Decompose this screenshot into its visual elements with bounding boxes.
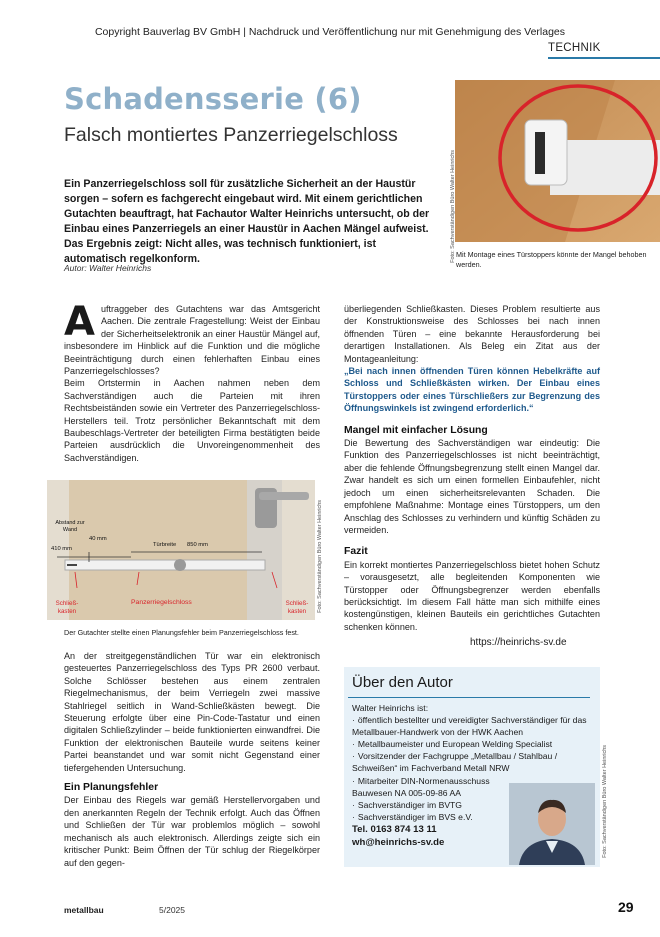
label-schliesskasten-left: Schließ-kasten [55, 600, 79, 615]
subhead-mangel: Mangel mit einfacher Lösung [344, 424, 488, 436]
dropcap: A [64, 299, 95, 345]
author-portrait [509, 783, 595, 865]
author-line: Autor: Walter Heinrichs [64, 263, 152, 273]
paragraph-fazit: Ein korrekt montiertes Panzerriegelschloss bietet hohen Schutz – vorausgesetzt, alle begleitenden Komponenten wie Türstopper oder Öffnungsbegrenzer werden ebenfalls berücksichtigt. Im diesem Fall hätte man sich mithilfe eines kostengünstigen, kleinen Bauteils ein gerichtliches Gutachten schenken können. [344, 559, 600, 632]
paragraph-schliesskasten: überliegenden Schließkasten. Dieses Problem resultierte aus der Konstruktionsweise des Schlosses bei nach innen öffnenden Türen – eine bekannte Herausforderung bei derartigen Installationen. Als Beleg ein Zitat aus der Montageanleitung: [344, 304, 600, 364]
door-lock-photo [47, 480, 315, 620]
paragraph-intro: uftraggeber des Gutachtens war das Amtsgericht Aachen. Die zentrale Fragestellung: Weist der Einbau der Sicherheitselektronik an einer Haustür Mängel auf, insbesondere im Hinblick auf die Funktion und die mögliche Beeinträchtigung durch einen fehlerhaften Einbau eines Panzerriegelschlosses? [64, 304, 320, 377]
section-label: TECHNIK [548, 42, 601, 54]
photo-credit-portrait: Foto: Sachverständigen Büro Walter Heinrichs [602, 745, 608, 858]
credential-item: · öffentlich bestellter und vereidigter Sachverständiger für das Metallbauer-Handwerk von der HWK Aachen [352, 714, 597, 738]
page-number: 29 [618, 899, 634, 915]
paragraph-ortstermin: Beim Ortstermin in Aachen nahmen neben dem Sachverständigen auch die Parteien mit ihren Rechtsbeiständen sowie ein Vertreter des Panzerriegelschloss-Herstellers teil. Trotz persönlicher Bekanntschaft mit dem Baubeschlags-Vertreter der beteiligten Firma bestätigten beide Parteien ausdrücklich die Unvoreingenommenheit des Sachverständigen. [64, 378, 320, 463]
caption-top: Mit Montage eines Türstoppers könnte der Mangel behoben werden. [456, 250, 647, 269]
credential-item: · Sachverständiger im BVTG [352, 799, 602, 811]
label-tuerbreite: Türbreite [153, 542, 177, 548]
website-link[interactable]: https://heinrichs-sv.de [470, 637, 567, 648]
magazine-logo: metallbau [64, 905, 104, 915]
label-schliesskasten-right: Schließ-kasten [285, 600, 309, 615]
caption-mid: Der Gutachter stellte einen Planungsfehler beim Panzerriegelschloss fest. [64, 628, 299, 637]
door-stopper-illustration [455, 80, 660, 242]
label-850mm: 850 mm [187, 542, 208, 548]
issue-date: 5/2025 [159, 905, 185, 915]
lead-paragraph: Ein Panzerriegelschloss soll für zusätzliche Sicherheit an der Haustür sorgen – sofern es fachgerecht eingebaut wird. Mit einem gerichtlichen Gutachten beauftragt, hat Fachautor Walter Heinrichs untersucht, ob der Einbau eines Panzerriegels an einer Haustür in Aachen Mängel aufweist. Das Ergebnis zeigt: Nicht alles, was technisch funktioniert, ist automatisch regelkonform. [64, 178, 430, 265]
photo-credit-mid: Foto: Sachverständigen Büro Walter Heinrichs [317, 500, 323, 613]
label-panzerriegelschloss: Panzerriegelschloss [131, 599, 192, 606]
credential-item: · Mitarbeiter DIN-Normenausschuss Bauwesen NA 005-09-86 AA [352, 775, 502, 799]
article-subtitle: Falsch montiertes Panzerriegelschloss [64, 124, 398, 146]
copyright-notice: Copyright Bauverlag BV GmbH | Nachdruck und Veröffentlichung nur mit Genehmigung des Verlages [94, 26, 566, 38]
series-title: Schadensserie (6) [64, 82, 362, 116]
photo-credit-top: Foto: Sachverständigen Büro Walter Heinrichs [450, 150, 456, 263]
author-intro: Walter Heinrichs ist: [352, 703, 429, 713]
section-rule [548, 57, 660, 59]
author-phone: Tel. 0163 874 13 11 [352, 823, 437, 835]
label-40mm: 40 mm [89, 536, 107, 542]
subhead-planungsfehler: Ein Planungsfehler [64, 782, 159, 794]
left-column-upper [64, 299, 320, 464]
label-410mm: 410 mm [51, 546, 72, 552]
left-column-lower [64, 650, 320, 869]
paragraph-bewertung: Die Bewertung des Sachverständigen war eindeutig: Die Funktion des Panzerriegelschlosses ist nicht beeinträchtigt, aber die fehlende Öffnungsbegrenzung stellt einen Mangel dar. Zwar handelt es sich um einen formellen Einbaufehler, nicht jedoch um einen sicherheitsrelevanten Schaden. Die empfohlene Maßnahme: Montage eines Türstoppers, um den Anschlag des Schlosses zu verhindern und künftig Schäden zu vermeiden. [344, 438, 600, 535]
credential-item: · Sachverständiger im BVS e.V. [352, 811, 602, 823]
author-email[interactable]: wh@heinrichs-sv.de [352, 836, 445, 848]
subhead-fazit: Fazit [344, 546, 368, 558]
credential-item: · Metallbaumeister und European Welding Specialist [352, 738, 602, 750]
author-box-title: Über den Autor [352, 674, 453, 691]
author-box-rule [348, 697, 590, 698]
quote-montageanleitung: „Bei nach innen öffnenden Türen können Hebelkräfte auf Schloss und Schließkästen wirken. Der Einbau eines Türstoppers oder eines Türschließers zur Begrenzung des Öffnungswinkels ist zwingend erforderlich.“ [344, 366, 600, 414]
credential-item: · Vorsitzender der Fachgruppe „Metallbau / Stahlbau / Schweißen“ im Fachverband Metall NRW [352, 750, 597, 774]
label-abstand: Abstand zur Wand [55, 520, 85, 533]
right-column [344, 303, 600, 633]
portrait-illustration [509, 783, 595, 865]
door-stopper-photo [455, 80, 660, 242]
paragraph-schloss-typ: An der streitgegenständlichen Tür war ein elektronisch gesteuertes Panzerriegelschloss des Typs PR 2600 verbaut. Solche Schlösser bestehen aus einem zentralen Riegelmechanismus, der beim Verriegeln zwei massive Stahlriegel seitlich in Wand-Schließkästen bewegt. Die Steuerung erfolgte über eine Pin-Code-Tastatur und einen digitalen Schließzylinder – beide funktionierten einwandfrei. Die Funktion der elektronischen Bauteile wurde seitens keiner Partei beanstandet und war somit nicht Gegenstand einer tiefergehenden Untersuchung. [64, 651, 320, 773]
paragraph-einbau: Der Einbau des Riegels war gemäß Herstellervorgaben und den anerkannten Regeln der Technik erfolgt. Auch das Öffnen und Schließen der Tür war problemlos möglich – sowohl mechanisch als auch elektronisch. Allerdings zeigte sich ein kritischer Punkt: Beim Öffnen der Tür schlug der Riegelkörper auf den gegen- [64, 795, 320, 868]
